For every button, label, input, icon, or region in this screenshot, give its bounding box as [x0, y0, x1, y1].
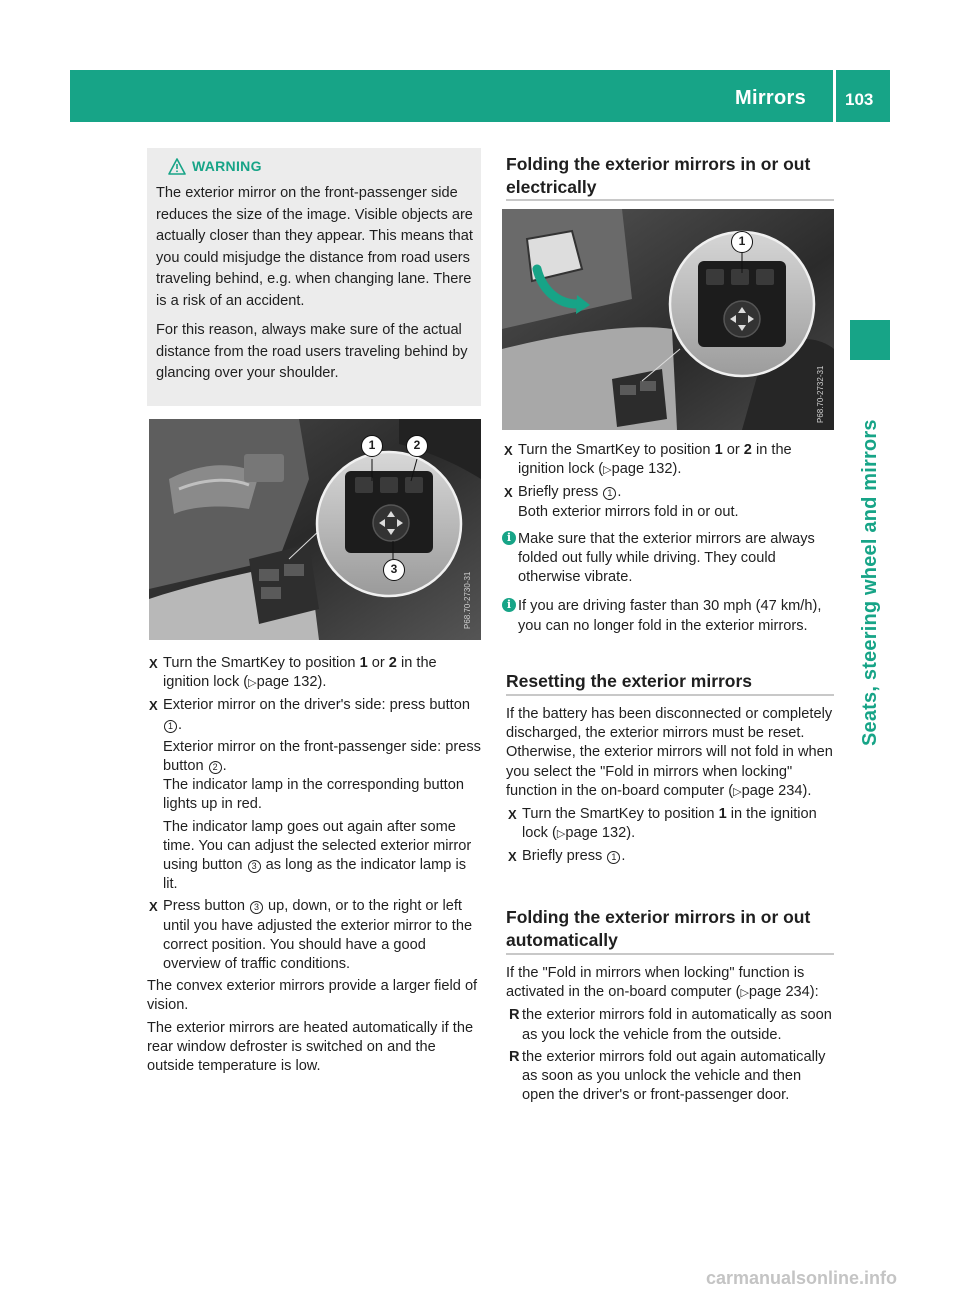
heading-rule — [506, 694, 834, 696]
warning-header — [168, 156, 473, 176]
info-note — [502, 597, 836, 635]
page-reference: page 234). — [741, 782, 812, 799]
page-reference: page 132). — [565, 825, 636, 842]
step-marker-icon: X — [149, 899, 158, 915]
step-text: The indicator lamp in the corresponding button lights up in red. — [163, 777, 464, 813]
info-text: If you are driving faster than 30 mph (47 km/h), you can no longer fold in the exterior mirrors. — [518, 598, 822, 634]
bullet-item — [506, 1048, 836, 1106]
position-number: 1 — [714, 442, 723, 458]
mirror-fold-illustration — [502, 209, 834, 430]
callout-ref: 3 — [250, 901, 263, 914]
mirror-fold-figure — [502, 209, 834, 430]
section-heading: Folding the exterior mirrors in or out electrically — [506, 154, 811, 197]
right-column-text — [502, 441, 836, 636]
body-paragraph — [506, 705, 836, 802]
bullet-text: the exterior mirrors fold out again automatically as soon as you unlock the vehicle and then open the driver's or front-passenger door. — [522, 1048, 826, 1104]
step-item — [506, 847, 836, 866]
callout-ref: 2 — [209, 761, 222, 774]
step-item — [502, 483, 836, 521]
step-item — [506, 805, 836, 844]
page-ref-arrow-icon: ▷ — [733, 785, 742, 798]
header-divider — [833, 70, 836, 122]
section-heading: Resetting the exterior mirrors — [506, 671, 753, 691]
door-panel-illustration — [149, 419, 481, 640]
step-text: Briefly press — [518, 484, 603, 501]
step-text: Briefly press — [522, 848, 607, 865]
position-number: 2 — [743, 442, 752, 458]
paragraph-text: If the "Fold in mirrors when locking" function is activated in the on-board computer ( — [506, 965, 805, 1001]
warning-text-2: For this reason, always make sure of the actual distance from the road users traveling behind by glancing over your shoulder. — [156, 322, 468, 381]
page-ref-arrow-icon: ▷ — [248, 677, 257, 690]
page-reference: page 234): — [748, 984, 819, 1001]
page-reference: page 132). — [611, 461, 682, 478]
section-heading: Folding the exterior mirrors in or out automatically — [506, 907, 811, 950]
heading-fold-electric — [506, 153, 834, 199]
step-text: in the ignition lock ( — [518, 442, 792, 478]
step-marker-icon: X — [504, 443, 513, 458]
step-text: or — [367, 655, 389, 671]
reset-section-text — [506, 705, 836, 867]
left-column-text — [147, 654, 481, 1076]
heading-rule — [506, 199, 834, 201]
step-text: as long as the indicator lamp is lit. — [163, 857, 466, 893]
info-note — [502, 530, 836, 588]
warning-title: WARNING — [192, 158, 262, 174]
step-marker-icon: X — [149, 698, 158, 714]
step-item — [147, 654, 481, 693]
body-paragraph — [506, 964, 836, 1003]
position-number: 1 — [359, 655, 368, 671]
step-text: Turn the SmartKey to position — [518, 442, 715, 458]
step-marker-icon: X — [149, 656, 158, 671]
step-text: . — [617, 484, 622, 501]
step-item — [147, 696, 481, 734]
callout-1: 1 — [731, 231, 753, 253]
section-title: Mirrors — [735, 87, 807, 109]
step-marker-icon: X — [504, 485, 513, 501]
step-text: . — [621, 848, 626, 865]
step-text: up, down, or to the right or left until you have adjusted the exterior mirror to the correct position. You should have a good overview of traffic conditions. — [163, 898, 473, 973]
callout-ref: 1 — [603, 487, 616, 500]
page-ref-arrow-icon: ▷ — [556, 828, 566, 841]
watermark: carmanualsonline.info — [706, 1268, 898, 1288]
page-ref-arrow-icon: ▷ — [603, 464, 612, 477]
callout-2: 2 — [406, 435, 428, 457]
step-marker-icon: X — [508, 849, 517, 865]
position-number: 2 — [388, 655, 397, 671]
position-number: 1 — [718, 806, 727, 823]
warning-box — [147, 148, 481, 406]
step-item — [502, 441, 836, 480]
step-text: Turn the SmartKey to position — [163, 655, 360, 671]
step-text: in the ignition lock ( — [522, 806, 817, 842]
mirror-controls-figure — [149, 419, 481, 640]
side-tab-marker — [850, 320, 890, 360]
info-icon: i — [502, 531, 516, 545]
info-icon: i — [502, 598, 516, 612]
callout-1: 1 — [361, 435, 383, 457]
heading-rule — [506, 953, 834, 955]
bullet-marker: R — [509, 1007, 520, 1024]
auto-section-text — [506, 964, 836, 1105]
bullet-marker: R — [509, 1048, 520, 1065]
page-ref-arrow-icon: ▷ — [740, 987, 749, 1000]
bullet-item — [506, 1006, 836, 1044]
heading-reset — [506, 670, 834, 693]
step-marker-icon: X — [508, 807, 517, 823]
chapter-side-label: Seats, steering wheel and mirrors — [859, 419, 881, 746]
warning-triangle-icon — [168, 158, 186, 175]
callout-3: 3 — [383, 559, 405, 581]
step-text: or — [722, 442, 744, 458]
page-reference: page 132). — [256, 674, 327, 691]
info-text: Make sure that the exterior mirrors are always folded out fully while driving. They could otherwise vibrate. — [518, 530, 815, 586]
step-text: Press button — [163, 898, 249, 915]
step-text: Exterior mirror on the driver's side: press button — [163, 697, 470, 714]
step-text: . — [178, 716, 183, 733]
figure-code: P68.70-2732-31 — [816, 365, 825, 423]
step-detail — [147, 818, 481, 895]
callout-ref: 1 — [164, 720, 177, 733]
callout-ref: 1 — [607, 851, 620, 864]
step-text: . — [222, 758, 227, 775]
step-item — [147, 897, 481, 974]
page-number: 103 — [845, 90, 874, 109]
step-text: in the ignition lock ( — [163, 655, 437, 691]
heading-fold-auto — [506, 906, 834, 952]
bullet-text: the exterior mirrors fold in automatically as soon as you lock the vehicle from the outside. — [522, 1007, 832, 1043]
paragraph-text: If the battery has been disconnected or completely discharged, the exterior mirrors must be reset. Otherwise, the exterior mirrors will not fold in when you select the "Fold in mirrors when locking" function in the on-board computer ( — [506, 706, 833, 799]
step-text: Exterior mirror on the front-passenger side: press button — [163, 738, 481, 775]
step-text: The indicator lamp goes out again after some time. You can adjust the selected exterior mirror using button — [163, 818, 472, 874]
callout-ref: 3 — [248, 860, 261, 873]
body-paragraph: The convex exterior mirrors provide a larger field of vision. — [147, 978, 478, 1014]
step-text: Both exterior mirrors fold in or out. — [518, 503, 739, 520]
warning-text: The exterior mirror on the front-passenger side reduces the size of the image. Visible objects are actually closer than they appear. This means that you could misjudge the distance from road users traveling behind, e.g. when changing lane. There is a risk of an accident. — [156, 185, 473, 309]
step-text: Turn the SmartKey to position — [522, 806, 719, 823]
step-detail — [147, 738, 481, 815]
figure-code: P68.70-2730-31 — [463, 571, 472, 629]
body-paragraph: The exterior mirrors are heated automatically if the rear window defroster is switched on and the outside temperature is low. — [147, 1019, 474, 1075]
